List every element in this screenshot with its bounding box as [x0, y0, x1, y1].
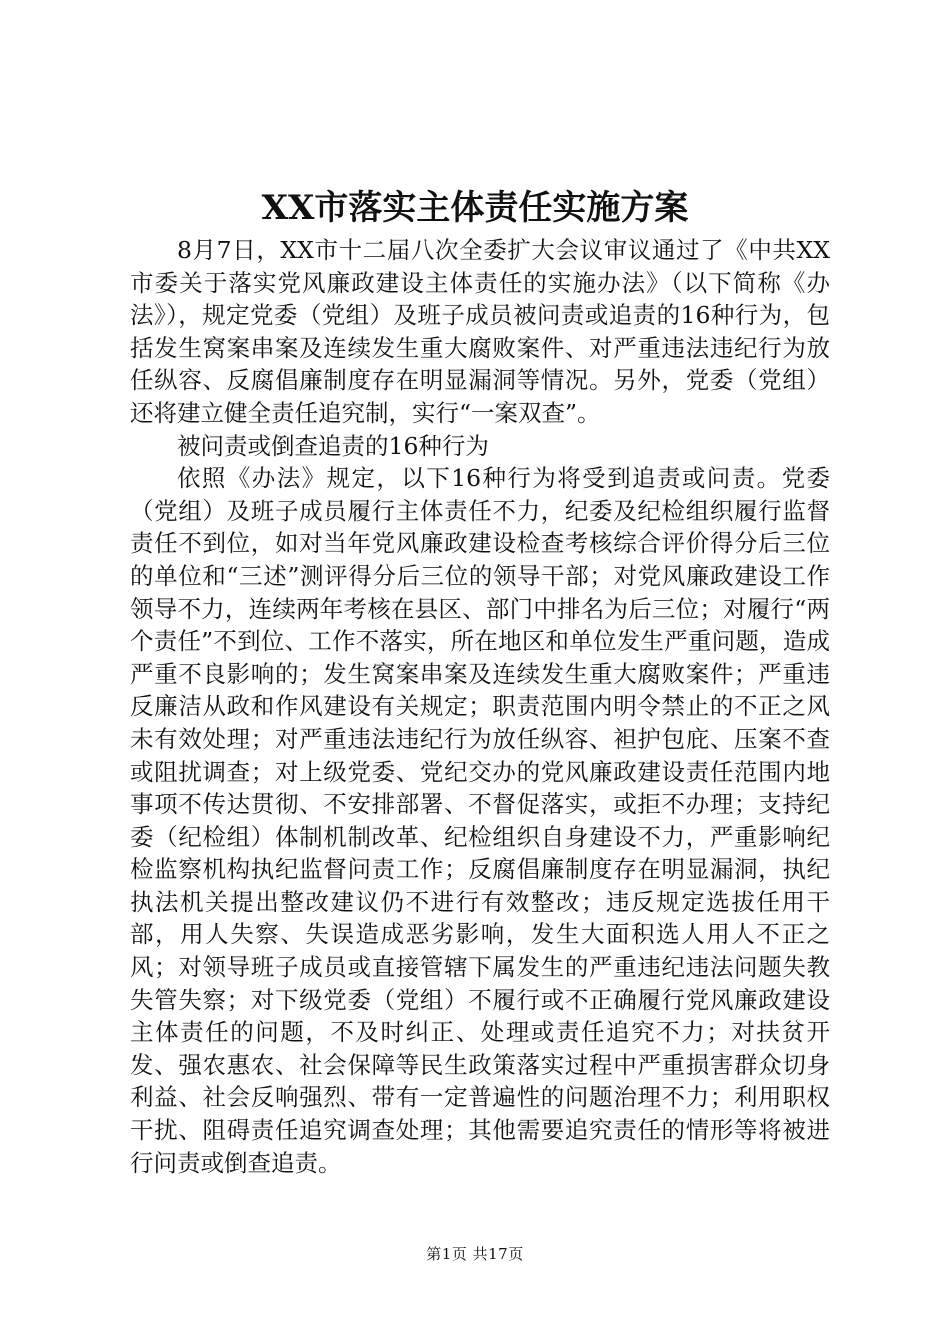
paragraph-intro: 8月7日，XX市十二届八次全委扩大会议审议通过了《中共XX市委关于落实党风廉政建设主体责任的实施办法》（以下简称《办法》），规定党委（党组）及班子成员被问责或追责的16种行为，包括发生窝案串案及连续发生重大腐败案件、对严重违法违纪行为放任纵容、反腐倡廉制度存在明显漏洞等情况。另外，党委（党组）还将建立健全责任追究制，实行“一案双查”。 [130, 236, 830, 427]
paragraph-details: 依照《办法》规定，以下16种行为将受到追责或问责。党委（党组）及班子成员履行主体责任不力，纪委及纪检组织履行监督责任不到位，如对当年党风廉政建设检查考核综合评价得分后三位的单位和“三述”测评得分后三位的领导干部；对党风廉政建设工作领导不力，连续两年考核在县区、部门中排名为后三位；对履行“两个责任”不到位、工作不落实，所在地区和单位发生严重问题，造成严重不良影响的；发生窝案串案及连续发生重大腐败案件；严重违反廉洁从政和作风建设有关规定；职责范围内明令禁止的不正之风未有效处理；对严重违法违纪行为放任纵容、袒护包庇、压案不查或阻扰调查；对上级党委、党纪交办的党风廉政建设责任范围内地事项不传达贯彻、不安排部署、不督促落实，或拒不办理；支持纪委（纪检组）体制机制改革、纪检组织自身建设不力，严重影响纪检监察机构执纪监督问责工作；反腐倡廉制度存在明显漏洞，执纪执法机关提出整改建议仍不进行有效整改；违反规定选拔任用干部，用人失察、失误造成恶劣影响，发生大面积选人用人不正之风；对领导班子成员或直接管辖下属发生的严重违纪违法问题失教失管失察；对下级党委（党组）不履行或不正确履行党风廉政建设主体责任的问题，不及时纠正、处理或责任追究不力；对扶贫开发、强农惠农、社会保障等民生政策落实过程中严重损害群众切身利益、社会反响强烈、带有一定普遍性的问题治理不力；利用职权干扰、阻碍责任追究调查处理；其他需要追究责任的情形等将被进行问责或倒查追责。 [130, 464, 830, 1177]
paragraph-subheading: 被问责或倒查追责的16种行为 [177, 431, 489, 460]
page-footer: 第1页 共17页 [426, 1245, 524, 1263]
document-body [130, 234, 830, 1179]
document-title: XX市落实主体责任实施方案 [261, 188, 689, 228]
